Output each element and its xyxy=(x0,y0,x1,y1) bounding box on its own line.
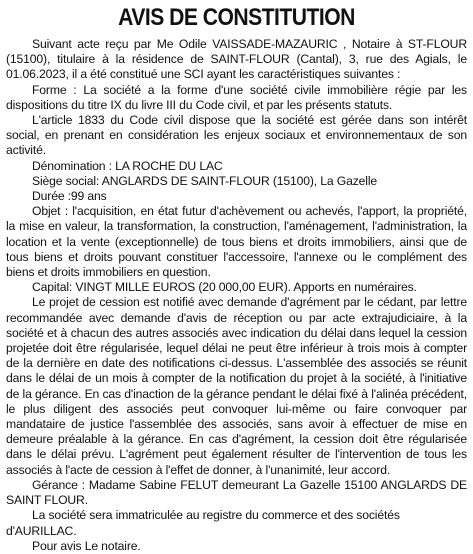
notice-paragraph-article: L'article 1833 du Code civil dispose que la société est gérée dans son intérêt social, en prenant en considération les enjeux sociaux et environnementaux de son activité. xyxy=(6,113,467,158)
notice-paragraph-transfer: Le projet de cession est notifié avec demande d'agrément par le cédant, par lettre recommandée avec demande d'avis de réception ou par acte extrajudiciaire, à la société et à chacun des autres associés avec indication du délai dans lequel la cession projetée doit être régularisée, lequel délai ne peut être inférieur à trois mois à compter de la dernière en date des notifications ci-dessus. L'assemblée des associés se réunit dans le délai de un mois à compter de la notification du projet à la société, à l'initiative de la gérance. En cas d'inaction de la gérance pendant le délai fixé à l'alinéa précédent, le plus diligent des associés peut convoquer lui-même ou faire convoquer par mandataire de justice l'assemblée des associés, sans avoir à effectuer de mise en demeure préalable à la gérance. En cas d'agrément, la cession doit être régularisée dans le délai prévu. L'agrément peut également résulter de l'intervention de tous les associés à l'acte de cession à l'effet de donner, à l'unanimité, leur accord. xyxy=(6,295,467,477)
notice-paragraph-duration: Durée :99 ans xyxy=(32,189,107,204)
notice-paragraph-form: Forme : La société a la forme d'une société civile immobilière régie par les dispositions du titre IX du livre III du Code civil, et par les présents statuts. xyxy=(6,82,467,112)
notice-paragraph-signature: Pour avis Le notaire. xyxy=(32,538,141,553)
notice-paragraph-registration: La société sera immatriculée au registre du commerce et des sociétés d'AURILLAC. xyxy=(6,508,400,538)
notice-paragraph-name: Dénomination : LA ROCHE DU LAC xyxy=(32,158,223,173)
notice-paragraph-management: Gérance : Madame Sabine FELUT demeurant La Gazelle 15100 ANGLARDS DE SAINT FLOUR. xyxy=(6,477,467,508)
notice-title: AVIS DE CONSTITUTION xyxy=(118,4,355,31)
notice-paragraph-deed: Suivant acte reçu par Me Odile VAISSADE-MAZAURIC , Notaire à ST-FLOUR (15100), titulaire à la résidence de SAINT-FLOUR (Cantal), 3, rue des Agials, le 01.06.2023, il a été constitué une SCI ayant les caractéristiques suivantes : xyxy=(6,37,467,82)
notice-paragraph-seat: Siège social: ANGLARDS DE SAINT-FLOUR (15100), La Gazelle xyxy=(32,173,378,188)
notice-paragraph-object: Objet : l'acquisition, en état futur d'achèvement ou achevés, l'apport, la propriété, la mise en valeur, la transformation, la construction, l'aménagement, l'administration, la location et la vente (exceptionnelle) de tous biens et droits immobiliers, ainsi que de tous biens et droits pouvant constituer l'accessoire, l'annexe ou le complément des biens et droits immobiliers en question. xyxy=(6,204,467,280)
notice-body xyxy=(6,37,467,554)
notice-paragraph-capital: Capital: VINGT MILLE EUROS (20 000,00 EUR). Apports en numéraires. xyxy=(32,280,417,295)
